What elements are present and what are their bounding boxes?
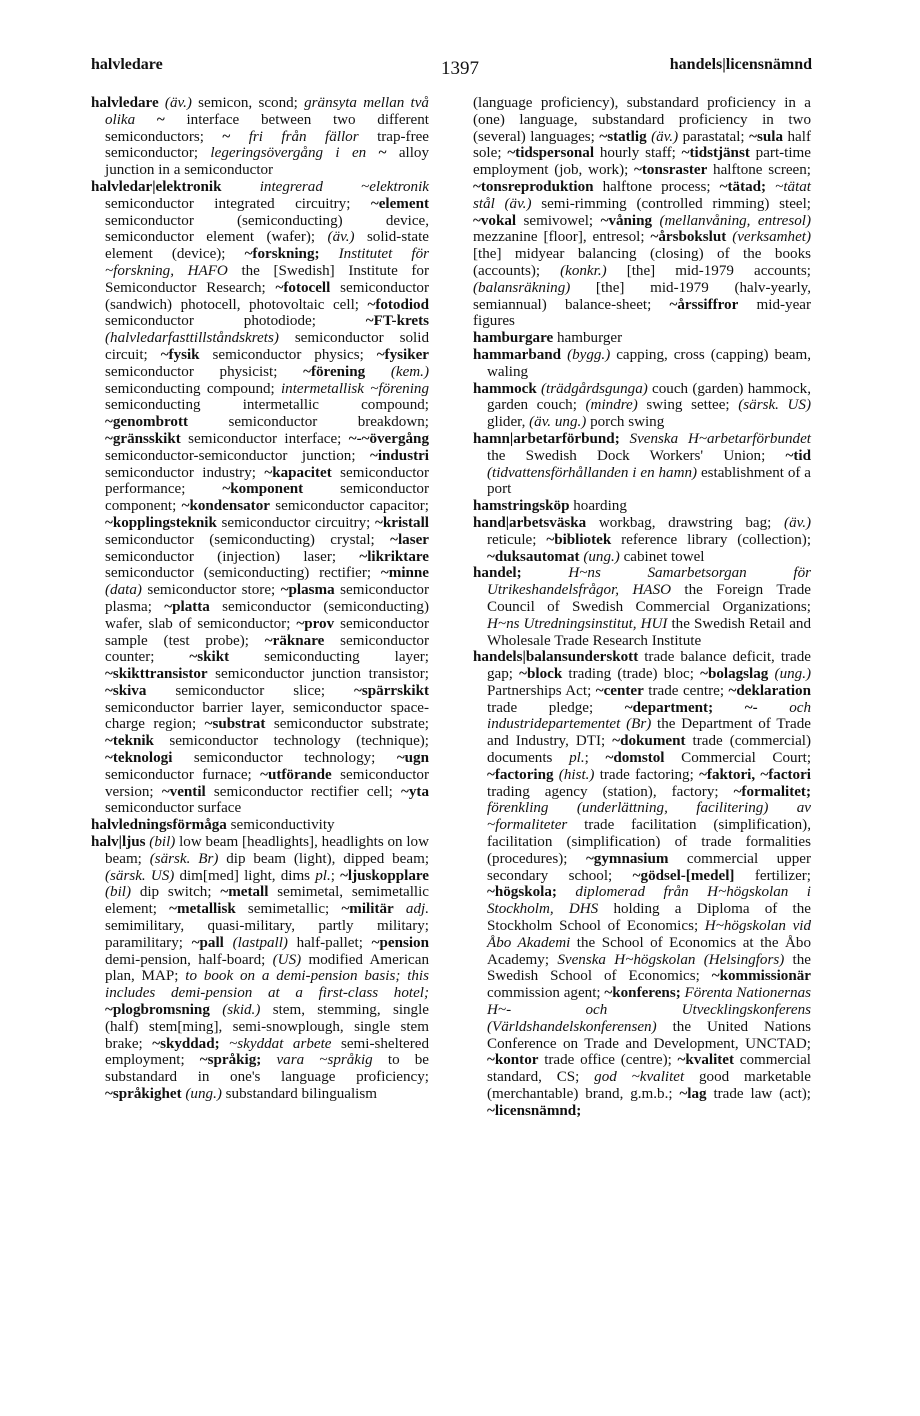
dictionary-entry: [473, 649, 811, 1119]
entry-headword: hamstringsköp: [473, 498, 570, 515]
entry-headword: halvledare: [91, 95, 159, 111]
entry-headword: hammock: [473, 380, 537, 397]
entry-body: (trädgårdsgunga) couch (garden) hammock, garden couch; (mindre) swing settee; (särsk. US) glider, (äv. ung.) porch swing: [487, 380, 812, 431]
entry-headword: hamburgare: [473, 330, 554, 347]
dictionary-entry: [91, 834, 429, 1103]
dictionary-entry: [473, 347, 811, 381]
running-head-left: halvledare: [91, 56, 163, 73]
dictionary-entry: [91, 179, 429, 817]
entry-body: integrerad ~elektronik semiconductor integrated circuitry; ~element semiconductor (semiconducting) device, semiconductor element (wafer); (äv.) solid-state element (device); ~forskning; Institutet för ~forskning, HAFO the [Swedish] Institute for Semiconductor Research; ~fotocell semiconductor (sandwich) photocell, photovoltaic cell; ~fotodiod semiconductor photodiode; ~FT-krets (halvledarfasttillståndskrets) semiconductor solid circuit; ~fysik semiconductor physics; ~fysiker semiconductor physicist; ~förening (kem.) semiconducting compound; intermetallisk ~förening semiconducting intermetallic compound; ~genombrott semiconductor breakdown; ~gränsskikt semiconductor interface; ~-~övergång semiconductor-semiconductor junction; ~industri semiconductor industry; ~kapacitet semiconductor performance; ~komponent semiconductor component; ~kondensator semiconductor capacitor; ~kopplingsteknik semiconductor circuitry; ~kristall semiconductor (semiconducting) crystal; ~laser semiconductor (injection) laser; ~likriktare semiconductor (semiconducting) rectifier; ~minne (data) semiconductor store; ~plasma semiconductor plasma; ~platta semiconductor (semiconducting) wafer, slab of semiconductor; ~prov semiconductor sample (test probe); ~räknare semiconductor counter; ~skikt semiconducting layer; ~skikttransistor semiconductor junction transistor; ~skiva semiconductor slice; ~spärrskikt semiconductor barrier layer, semiconductor space-charge region; ~substrat semiconductor substrate; ~teknik semiconductor technology (technique); ~teknologi semiconductor technology; ~ugn semiconductor furnace; ~utförande semiconductor version; ~ventil semiconductor rectifier cell; ~yta semiconductor surface: [105, 178, 430, 817]
running-head-right: handels|licensnämnd: [669, 56, 812, 73]
left-column: [91, 95, 429, 1103]
entry-headword: handels|balansunderskott: [473, 649, 639, 666]
entry-body: trade balance deficit, trade gap; ~block trading (trade) bloc; ~bolagslag (ung.) Partnerships Act; ~center trade centre; ~deklaration trade pledge; ~department; ~- och industridepartementet (Br) the Department of Trade and Industry, DTI; ~dokument trade (commercial) documents pl.; ~domstol Commercial Court; ~factoring (hist.) trade factoring; ~faktori, ~factori trading agency (station), factory; ~formalitet; förenkling (underlättning, facilitering) av ~formaliteter trade facilitation (simplification), facilitation (simplification) of trade formalities (procedures); ~gymnasium commercial upper secondary school; ~gödsel-[medel] fertilizer; ~högskola; diplomerad från H~högskolan i Stockholm, DHS holding a Diploma of the Stockholm School of Economics; H~högskolan vid Åbo Akademi the School of Economics at the Åbo Academy; Svenska H~högskolan (Helsingfors) the Swedish School of Economics; ~kommissionär commission agent; ~konferens; Förenta Nationernas H~- och Utvecklingskonferens (Världshandelskonferensen) the United Nations Conference on Trade and Development, UNCTAD; ~kontor trade office (centre); ~kvalitet commercial standard, CS; god ~kvalitet good marketable (merchantable) brand, g.m.b.; ~lag trade law (act); ~licensnämnd;: [487, 649, 812, 1119]
dictionary-entry: [473, 515, 811, 565]
entry-headword: hammarband: [473, 346, 562, 363]
entry-body: (language proficiency), substandard proficiency in a (one) language, substandard proficiency in two (several) languages; ~statlig (äv.) parastatal; ~sula half sole; ~tidspersonal hourly staff; ~tidstjänst part-time employment (job, work); ~tonsraster halftone screen; ~tonsreproduktion halftone process; ~tätad; ~tätat stål (äv.) semi-rimming (controlled rimming) steel; ~vokal semivowel; ~våning (mellanvåning, entresol) mezzanine [floor], entresol; ~årsbokslut (verksamhet) [the] midyear balancing (closing) of the books (accounts); (konkr.) [the] mid-1979 accounts; (balansräkning) [the] mid-1979 (halv-yearly, semiannual) balance-sheet; ~årssiffror mid-year figures: [473, 95, 811, 330]
dictionary-entry: [473, 95, 811, 330]
entry-body: hoarding: [569, 498, 627, 515]
entry-body: (äv.) semicon, scond; gränsyta mellan två olika ~ interface between two different semiconductors; ~ fri från fällor trap-free semiconductor; legeringsövergång i en ~ alloy junction in a semiconductor: [105, 95, 430, 179]
entry-headword: halvledningsförmåga: [91, 817, 227, 834]
dictionary-entry: [473, 431, 811, 498]
entry-headword: halvledar|elektronik: [91, 178, 222, 195]
entry-body: semiconductivity: [226, 817, 335, 834]
entry-headword: hand|arbetsväska: [473, 514, 587, 531]
entry-body: workbag, drawstring bag; (äv.) reticule; ~bibliotek reference library (collection); ~duksautomat (ung.) cabinet towel: [487, 514, 812, 565]
dictionary-entry: [473, 565, 811, 649]
entry-headword: halv|ljus: [91, 834, 146, 851]
entry-body: (bil) low beam [headlights], headlights on low beam; (särsk. Br) dip beam (light), dipped beam; (särsk. US) dim[med] light, dims pl.; ~ljuskopplare (bil) dip switch; ~metall semimetal, semimetallic element; ~metallisk semimetallic; ~militär adj. semimilitary, quasi-military, partly military; paramilitary; ~pall (lastpall) half-pallet; ~pension demi-pension, half-board; (US) modified American plan, MAP; to book on a demi-pension basis; this includes demi-pension at a first-class hotel; ~plogbromsning (skid.) stem, stemming, single (half) stem[ming], semi-snowplough, single stem brake; ~skyddad; ~skyddat arbete semi-sheltered employment; ~språkig; vara ~språkig to be substandard in one's language proficiency; ~språkighet (ung.) substandard bilingualism: [105, 834, 430, 1103]
entry-headword: handel;: [473, 565, 522, 582]
dictionary-entry: [473, 498, 811, 515]
entry-body: hamburger: [553, 330, 623, 347]
page-number: 1397: [441, 58, 479, 79]
dictionary-entry: [91, 817, 429, 834]
dictionary-entry: [473, 381, 811, 431]
dictionary-entry: [91, 95, 429, 179]
dictionary-entry: [473, 330, 811, 347]
entry-headword: hamn|arbetarförbund;: [473, 430, 620, 447]
entry-body: H~ns Samarbetsorgan för Utrikeshandelsfrågor, HASO the Foreign Trade Council of Swedish Commercial Organizations; H~ns Utredningsinstitut, HUI the Swedish Retail and Wholesale Trade Research Institute: [487, 565, 812, 649]
entry-body: (bygg.) capping, cross (capping) beam, waling: [487, 346, 811, 380]
entry-body: Svenska H~arbetarförbundet the Swedish Dock Workers' Union; ~tid (tidvattensförhållanden i en hamn) establishment of a port: [487, 430, 811, 498]
right-column: [473, 95, 811, 1120]
